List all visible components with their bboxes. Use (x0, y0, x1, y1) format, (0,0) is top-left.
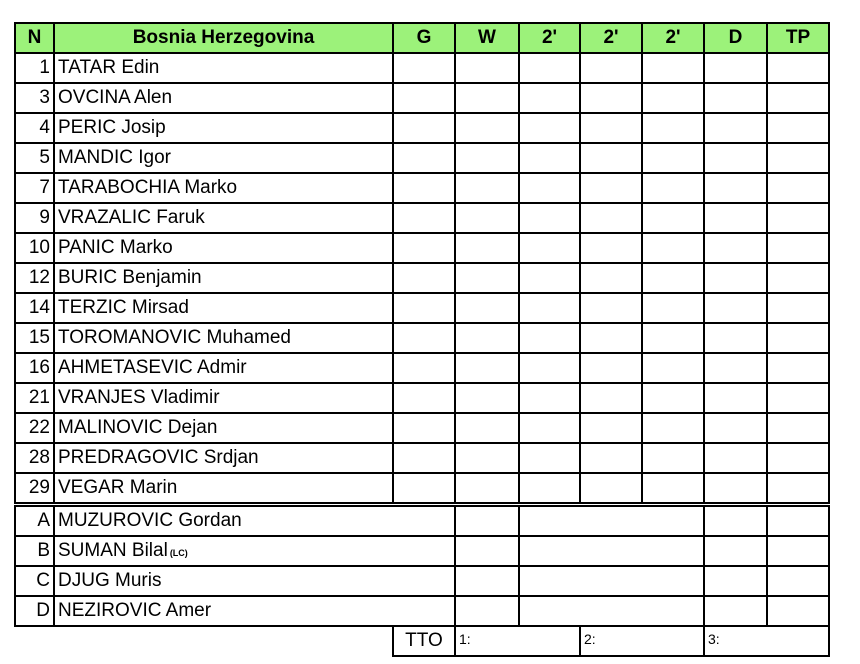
player-stat-cell (766, 142, 830, 174)
player-stat-cell (703, 352, 768, 384)
header-disqualification: D (703, 22, 768, 54)
official-note: (LC) (169, 548, 188, 558)
player-stat-cell (766, 232, 830, 264)
player-name: BURIC Benjamin (53, 262, 394, 294)
player-stat-cell (703, 112, 768, 144)
official-extra-cell (766, 505, 830, 537)
player-stat-cell (641, 202, 705, 234)
official-suspension-cell (518, 595, 705, 627)
player-stat-cell (766, 352, 830, 384)
player-stat-cell (703, 382, 768, 414)
player-name: TOROMANOVIC Muhamed (53, 322, 394, 354)
player-name: TERZIC Mirsad (53, 292, 394, 324)
player-number: 28 (14, 442, 55, 474)
player-stat-cell (641, 232, 705, 264)
player-number: 21 (14, 382, 55, 414)
player-stat-cell (518, 142, 581, 174)
player-name: OVCINA Alen (53, 82, 394, 114)
player-stat-cell (454, 442, 520, 474)
player-stat-cell (703, 322, 768, 354)
player-stat-cell (392, 112, 456, 144)
player-stat-cell (703, 442, 768, 474)
player-stat-cell (518, 322, 581, 354)
player-stat-cell (641, 52, 705, 84)
player-stat-cell (454, 142, 520, 174)
player-stat-cell (703, 142, 768, 174)
header-total-points: TP (766, 22, 830, 54)
player-stat-cell (454, 352, 520, 384)
player-stat-cell (454, 292, 520, 324)
player-stat-cell (454, 382, 520, 414)
header-warning: W (454, 22, 520, 54)
official-name-text: DJUG Muris (58, 570, 162, 591)
player-stat-cell (766, 52, 830, 84)
player-stat-cell (454, 172, 520, 204)
official-suspension-cell (518, 505, 705, 537)
player-stat-cell (579, 322, 643, 354)
player-stat-cell (579, 52, 643, 84)
player-stat-cell (392, 232, 456, 264)
official-disqualification-cell (703, 535, 768, 567)
player-stat-cell (579, 142, 643, 174)
player-number: 29 (14, 472, 55, 504)
player-stat-cell (766, 82, 830, 114)
player-stat-cell (518, 262, 581, 294)
player-name: MALINOVIC Dejan (53, 412, 394, 444)
player-stat-cell (579, 412, 643, 444)
player-number: 7 (14, 172, 55, 204)
player-stat-cell (641, 322, 705, 354)
player-stat-cell (392, 52, 456, 84)
player-stat-cell (703, 412, 768, 444)
header-suspension-1: 2' (518, 22, 581, 54)
official-disqualification-cell (703, 595, 768, 627)
player-stat-cell (518, 292, 581, 324)
header-team-name: Bosnia Herzegovina (53, 22, 394, 54)
player-name: TATAR Edin (53, 52, 394, 84)
player-name: AHMETASEVIC Admir (53, 352, 394, 384)
player-number: 1 (14, 52, 55, 84)
player-stat-cell (703, 172, 768, 204)
player-stat-cell (641, 472, 705, 504)
player-stat-cell (579, 382, 643, 414)
player-stat-cell (641, 112, 705, 144)
official-code: B (14, 535, 55, 567)
official-disqualification-cell (703, 505, 768, 537)
player-stat-cell (641, 442, 705, 474)
player-name: PREDRAGOVIC Srdjan (53, 442, 394, 474)
player-number: 5 (14, 142, 55, 174)
player-stat-cell (392, 262, 456, 294)
player-stat-cell (392, 322, 456, 354)
player-stat-cell (518, 232, 581, 264)
player-stat-cell (766, 112, 830, 144)
player-number: 9 (14, 202, 55, 234)
player-name: VRANJES Vladimir (53, 382, 394, 414)
tto-slot-2: 2: (579, 625, 705, 657)
official-name (53, 535, 456, 567)
player-stat-cell (392, 172, 456, 204)
player-stat-cell (518, 382, 581, 414)
tto-slot-1: 1: (454, 625, 581, 657)
player-stat-cell (454, 202, 520, 234)
player-name: MANDIC Igor (53, 142, 394, 174)
player-stat-cell (641, 352, 705, 384)
player-stat-cell (641, 82, 705, 114)
official-warning-cell (454, 535, 520, 567)
official-warning-cell (454, 565, 520, 597)
official-suspension-cell (518, 565, 705, 597)
tto-slot-3: 3: (703, 625, 830, 657)
player-stat-cell (766, 262, 830, 294)
player-stat-cell (766, 382, 830, 414)
official-extra-cell (766, 565, 830, 597)
player-stat-cell (579, 232, 643, 264)
player-stat-cell (518, 112, 581, 144)
official-warning-cell (454, 595, 520, 627)
player-stat-cell (579, 352, 643, 384)
player-stat-cell (641, 142, 705, 174)
player-stat-cell (518, 202, 581, 234)
player-number: 15 (14, 322, 55, 354)
player-stat-cell (454, 262, 520, 294)
player-stat-cell (454, 232, 520, 264)
header-number: N (14, 22, 55, 54)
player-stat-cell (703, 82, 768, 114)
player-stat-cell (518, 442, 581, 474)
header-suspension-3: 2' (641, 22, 705, 54)
official-extra-cell (766, 535, 830, 567)
player-stat-cell (641, 292, 705, 324)
official-warning-cell (454, 505, 520, 537)
player-stat-cell (641, 172, 705, 204)
player-stat-cell (766, 322, 830, 354)
official-code: C (14, 565, 55, 597)
official-name (53, 505, 456, 537)
player-stat-cell (766, 172, 830, 204)
player-number: 16 (14, 352, 55, 384)
player-stat-cell (518, 52, 581, 84)
player-stat-cell (766, 442, 830, 474)
player-stat-cell (518, 172, 581, 204)
tto-label: TTO (392, 625, 456, 657)
official-name (53, 595, 456, 627)
header-goals: G (392, 22, 456, 54)
player-stat-cell (703, 52, 768, 84)
official-extra-cell (766, 595, 830, 627)
official-name-text: MUZUROVIC Gordan (58, 510, 242, 531)
player-stat-cell (579, 472, 643, 504)
player-name: PERIC Josip (53, 112, 394, 144)
player-stat-cell (703, 292, 768, 324)
player-stat-cell (392, 142, 456, 174)
player-stat-cell (641, 412, 705, 444)
player-number: 22 (14, 412, 55, 444)
player-stat-cell (766, 412, 830, 444)
player-stat-cell (518, 412, 581, 444)
player-stat-cell (392, 472, 456, 504)
player-stat-cell (766, 472, 830, 504)
official-name-text: NEZIROVIC Amer (58, 600, 212, 621)
header-suspension-2: 2' (579, 22, 643, 54)
player-stat-cell (392, 292, 456, 324)
player-stat-cell (766, 202, 830, 234)
player-stat-cell (518, 352, 581, 384)
official-code: D (14, 595, 55, 627)
player-stat-cell (579, 292, 643, 324)
player-name: VRAZALIC Faruk (53, 202, 394, 234)
player-stat-cell (392, 352, 456, 384)
player-stat-cell (392, 202, 456, 234)
official-name (53, 565, 456, 597)
player-stat-cell (579, 172, 643, 204)
official-name-text: SUMAN Bilal (58, 540, 168, 561)
player-stat-cell (703, 262, 768, 294)
player-stat-cell (454, 52, 520, 84)
player-stat-cell (579, 262, 643, 294)
player-stat-cell (703, 232, 768, 264)
player-stat-cell (392, 382, 456, 414)
player-stat-cell (641, 382, 705, 414)
player-stat-cell (392, 412, 456, 444)
player-stat-cell (641, 262, 705, 294)
player-stat-cell (454, 112, 520, 144)
player-stat-cell (454, 412, 520, 444)
player-number: 12 (14, 262, 55, 294)
player-name: PANIC Marko (53, 232, 394, 264)
player-stat-cell (454, 472, 520, 504)
player-stat-cell (579, 442, 643, 474)
player-stat-cell (579, 82, 643, 114)
player-stat-cell (579, 202, 643, 234)
player-stat-cell (518, 82, 581, 114)
player-number: 3 (14, 82, 55, 114)
player-stat-cell (392, 82, 456, 114)
player-stat-cell (703, 472, 768, 504)
player-name: VEGAR Marin (53, 472, 394, 504)
player-number: 10 (14, 232, 55, 264)
player-number: 4 (14, 112, 55, 144)
official-code: A (14, 505, 55, 537)
player-stat-cell (392, 442, 456, 474)
official-suspension-cell (518, 535, 705, 567)
player-number: 14 (14, 292, 55, 324)
player-stat-cell (766, 292, 830, 324)
player-stat-cell (454, 82, 520, 114)
player-name: TARABOCHIA Marko (53, 172, 394, 204)
player-stat-cell (579, 112, 643, 144)
player-stat-cell (703, 202, 768, 234)
player-stat-cell (454, 322, 520, 354)
player-stat-cell (518, 472, 581, 504)
official-disqualification-cell (703, 565, 768, 597)
